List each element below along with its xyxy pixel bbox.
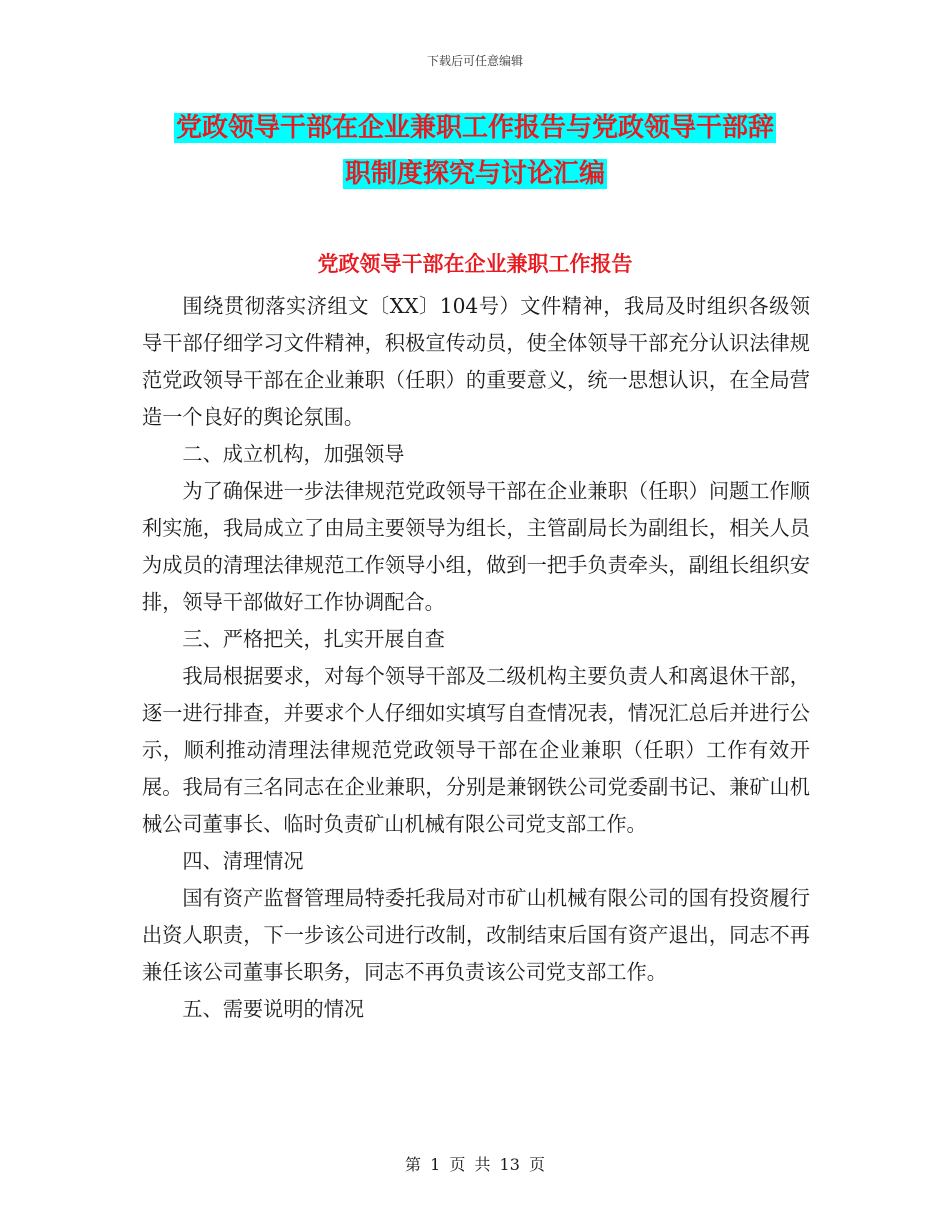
header-note: 下载后可任意编辑 — [426, 54, 523, 68]
paragraph: 为了确保进一步法律规范党政领导干部在企业兼职（任职）问题工作顺利实施，我局成立了由局主要领导为组长，主管副局长为副组长，相关人员为成员的清理法律规范工作领导小组，做到一把手负责牵头，副组长组织安排，领导干部做好工作协调配合。 — [142, 479, 810, 614]
document-body — [142, 288, 810, 1028]
section-heading: 四、清理情况 — [182, 849, 304, 873]
page-number-footer: 第 1 页 共 13 页 — [405, 1155, 545, 1174]
document-title-line-2 — [0, 156, 950, 192]
document-title-text-1: 党政领导干部在企业兼职工作报告与党政领导干部辞 — [175, 113, 774, 143]
section-title: 党政领导干部在企业兼职工作报告 — [317, 252, 633, 276]
paragraph: 我局根据要求，对每个领导干部及二级机构主要负责人和离退休干部，逐一进行排查，并要求个人仔细如实填写自查情况表，情况汇总后并进行公示，顺利推动清理法律规范党政领导干部在企业兼职（任职）工作有效开展。我局有三名同志在企业兼职，分别是兼钢铁公司党委副书记、兼矿山机械公司董事长、临时负责矿山机械有限公司党支部工作。 — [142, 664, 810, 836]
paragraph: 围绕贯彻落实济组文〔XX〕104号）文件精神，我局及时组织各级领导干部仔细学习文件精神，积极宣传动员，使全体领导干部充分认识法律规范党政领导干部在企业兼职（任职）的重要意义，统一思想认识，在全局营造一个良好的舆论氛围。 — [142, 294, 810, 429]
document-title-text-2: 职制度探究与讨论汇编 — [344, 159, 605, 189]
section-heading: 五、需要说明的情况 — [182, 997, 365, 1021]
section-heading: 二、成立机构，加强领导 — [182, 442, 405, 466]
section-heading: 三、严格把关，扎实开展自查 — [182, 627, 445, 651]
paragraph: 国有资产监督管理局特委托我局对市矿山机械有限公司的国有投资履行出资人职责，下一步该公司进行改制，改制结束后国有资产退出，同志不再兼任该公司董事长职务，同志不再负责该公司党支部工作。 — [142, 886, 810, 984]
document-title-line-1 — [0, 110, 950, 146]
